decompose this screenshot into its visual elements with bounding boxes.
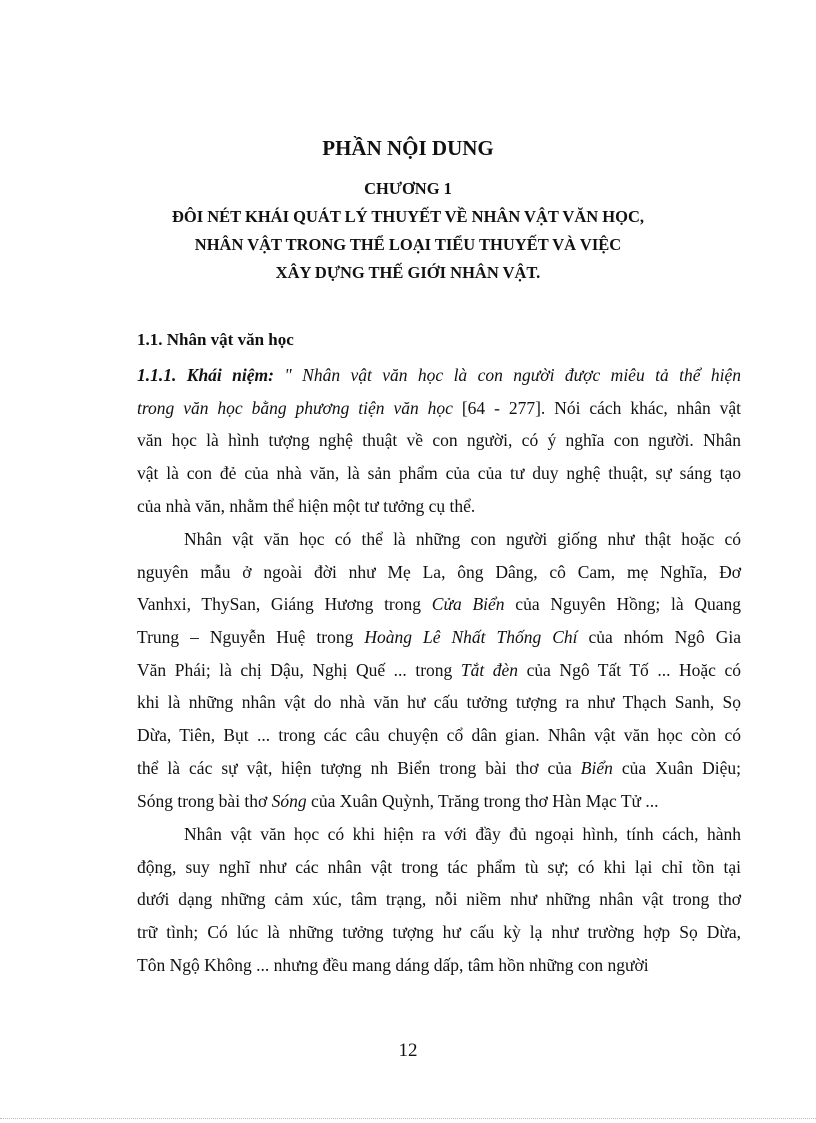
- text-line: của nhà văn, nhằm thể hiện một tư tưởng cụ thể.: [137, 495, 476, 516]
- text-line: khi là những nhân vật do nhà văn hư cấu tưởng tượng ra như Thạch Sanh, Sọ: [137, 692, 741, 713]
- text-line: trữ tình; Có lúc là những tưởng tượng hư cấu kỳ lạ như trường hợp Sọ Dừa,: [137, 922, 741, 943]
- paragraph-examples: [137, 523, 741, 817]
- chapter-title-line-1: ĐÔI NÉT KHÁI QUÁT LÝ THUYẾT VỀ NHÂN VẬT VĂN HỌC,: [171, 207, 645, 226]
- text-line: Trung – Nguyễn Huệ trong Hoàng Lê Nhất Thống Chí của nhóm Ngô Gia: [137, 627, 742, 648]
- text-line: Nhân vật văn học có khi hiện ra với đầy đủ ngoại hình, tính cách, hành: [184, 824, 741, 844]
- text-line: Vanhxi, ThySan, Giáng Hương trong Cửa Biển của Nguyên Hồng; là Quang: [137, 594, 741, 615]
- text-line: 1.1.1. Khái niệm: " Nhân vật văn học là con người được miêu tả thể hiện: [137, 365, 742, 385]
- book-title: Tắt đèn: [460, 659, 519, 680]
- page-number: 12: [398, 1040, 418, 1061]
- section-title: 1.1. Nhân vật văn học: [137, 330, 294, 349]
- text-line: dưới dạng những cảm xúc, tâm trạng, nỗi niềm như những nhân vật trong thơ: [137, 889, 741, 910]
- text-line: Dừa, Tiên, Bụt ... trong các câu chuyện cổ dân gian. Nhân vật văn học còn có: [137, 725, 741, 746]
- text-line: trong văn học bằng phương tiện văn học [64 - 277]. Nói cách khác, nhân vật: [137, 397, 742, 418]
- text-line: động, suy nghĩ như các nhân vật trong tác phẩm tù sự; có khi lại chỉ tồn tại: [137, 856, 741, 877]
- text-line: Văn Phái; là chị Dậu, Nghị Quế ... trong Tắt đèn của Ngô Tất Tố ... Hoặc có: [137, 659, 742, 680]
- text-line: vật là con đẻ của nhà văn, là sản phẩm của của tư duy nghệ thuật, sự sáng tạo: [137, 463, 741, 484]
- definition-label: 1.1.1. Khái niệm:: [137, 365, 274, 385]
- text-line: văn học là hình tượng nghệ thuật về con người, có ý nghĩa con người. Nhân: [137, 430, 741, 451]
- book-title: Sóng: [271, 790, 307, 811]
- chapter-title-line-3: XÂY DỰNG THẾ GIỚI NHÂN VẬT.: [275, 263, 541, 282]
- text-line: thể là các sự vật, hiện tượng nh Biển trong bài thơ của Biển của Xuân Diệu;: [137, 757, 741, 778]
- book-title: Hoàng Lê Nhất Thống Chí: [364, 627, 578, 648]
- text-line: nguyên mẫu ở ngoài đời như Mẹ La, ông Dâng, cô Cam, mẹ Nghĩa, Đơ: [137, 561, 741, 582]
- paragraph-forms: [137, 818, 741, 981]
- text-line: Tôn Ngộ Không ... nhưng đều mang dáng dấp, tâm hồn những con người: [137, 954, 649, 975]
- part-title: PHẦN NỘI DUNG: [322, 136, 494, 160]
- book-title: Biển: [580, 757, 613, 778]
- chapter-title-line-2: NHÂN VẬT TRONG THỂ LOẠI TIỂU THUYẾT VÀ VIỆC: [194, 235, 622, 254]
- book-title: Cửa Biển: [431, 594, 505, 615]
- text-line: Nhân vật văn học có thể là những con người giống như thật hoặc có: [184, 529, 741, 549]
- paragraph-definition: [137, 359, 741, 522]
- page-bottom-border: [0, 1118, 816, 1119]
- chapter-label: CHƯƠNG 1: [364, 179, 452, 198]
- text-line: Sóng trong bài thơ Sóng của Xuân Quỳnh, Trăng trong thơ Hàn Mạc Tử ...: [137, 790, 659, 811]
